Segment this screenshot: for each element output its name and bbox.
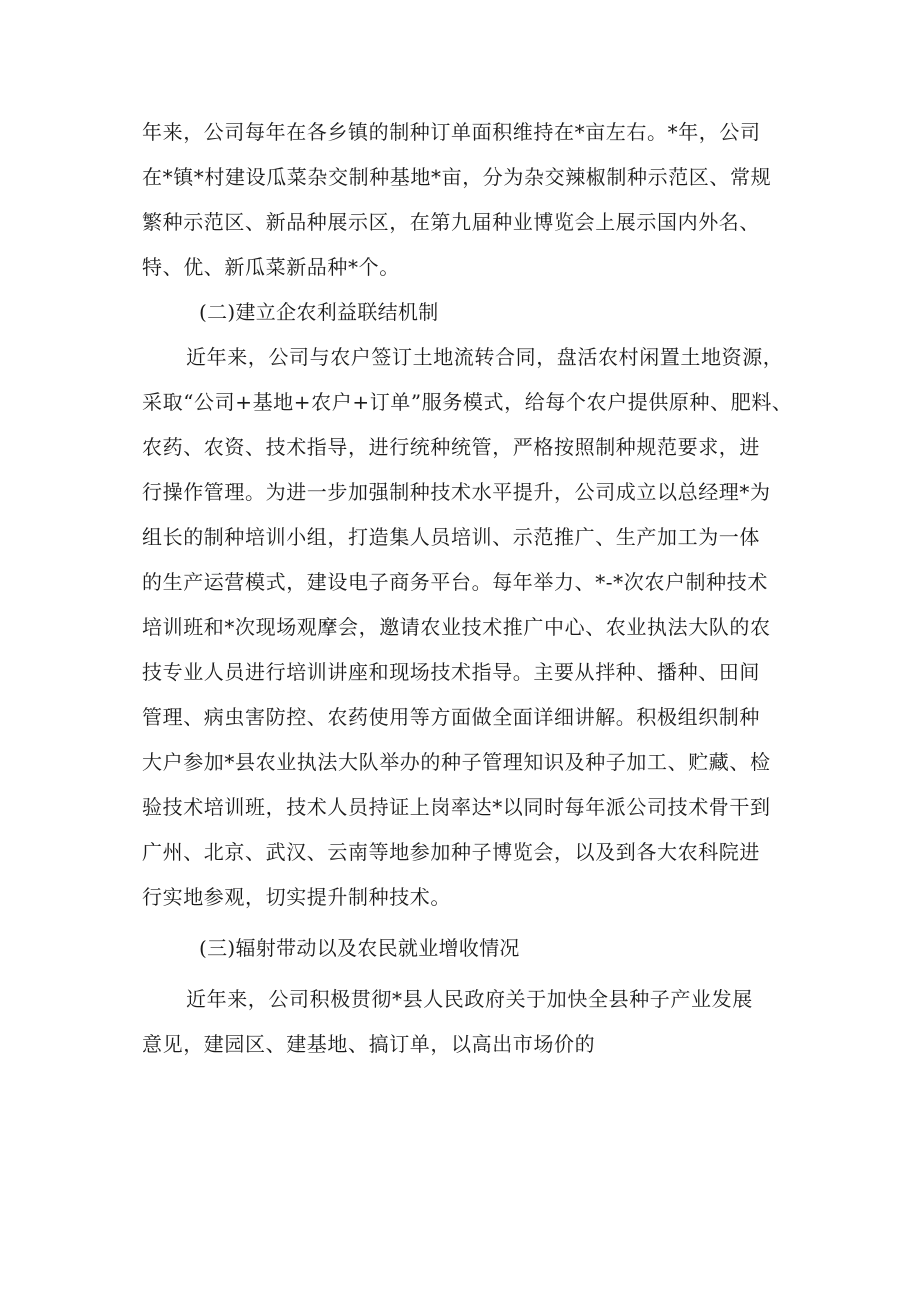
paragraph-2-line-9: 管理、病虫害防控、农药使用等方面做全面详细讲解。积极组织制种 bbox=[142, 705, 760, 729]
paragraph-1-line-3: 繁种示范区、新品种展示区，在第九届种业博览会上展示国内外名、 bbox=[142, 210, 760, 234]
paragraph-2-line-8: 技专业人员进行培训讲座和现场技术指导。主要从拌种、播种、田间 bbox=[142, 660, 760, 684]
section-heading-2: (二)建立企农利益联结机制 bbox=[199, 300, 439, 324]
paragraph-3-line-1: 近年来，公司积极贯彻*县人民政府关于加快全县种子产业发展 bbox=[186, 987, 753, 1011]
paragraph-1-line-2: 在*镇*村建设瓜菜杂交制种基地*亩，分为杂交辣椒制种示范区、常规 bbox=[142, 165, 772, 189]
paragraph-2-line-3: 农药、农资、技术指导，进行统种统管，严格按照制种规范要求，进 bbox=[142, 435, 760, 459]
paragraph-2-line-1: 近年来，公司与农户签订土地流转合同，盘活农村闲置土地资源， bbox=[186, 345, 784, 369]
section-heading-3: (三)辐射带动以及农民就业增收情况 bbox=[199, 936, 520, 960]
paragraph-2-line-7: 培训班和*次现场观摩会，邀请农业技术推广中心、农业执法大队的农 bbox=[142, 615, 771, 639]
paragraph-1-line-1: 年来，公司每年在各乡镇的制种订单面积维持在*亩左右。*年，公司 bbox=[142, 120, 761, 144]
paragraph-2-line-12: 广州、北京、武汉、云南等地参加种子博览会，以及到各大农科院进 bbox=[142, 840, 760, 864]
paragraph-2-line-10: 大户参加*县农业执法大队举办的种子管理知识及种子加工、贮藏、检 bbox=[142, 750, 771, 774]
paragraph-2-line-2: 采取“公司+基地+农户+订单”服务模式，给每个农户提供原种、肥料、 bbox=[142, 390, 793, 414]
paragraph-3-line-2: 意见，建园区、建基地、搞订单，以高出市场价的 bbox=[142, 1032, 596, 1056]
paragraph-2-line-6: 的生产运营模式，建设电子商务平台。每年举力、*-*次农户制种技术 bbox=[142, 570, 768, 594]
paragraph-2-line-5: 组长的制种培训小组，打造集人员培训、示范推广、生产加工为一体 bbox=[142, 525, 760, 549]
paragraph-1-line-4: 特、优、新瓜菜新品种*个。 bbox=[142, 255, 400, 279]
paragraph-2-line-4: 行操作管理。为进一步加强制种技术水平提升，公司成立以总经理*为 bbox=[142, 480, 771, 504]
paragraph-2-line-11: 验技术培训班，技术人员持证上岗率达*以同时每年派公司技术骨干到 bbox=[142, 795, 771, 819]
paragraph-2-line-13: 行实地参观，切实提升制种技术。 bbox=[142, 885, 451, 909]
